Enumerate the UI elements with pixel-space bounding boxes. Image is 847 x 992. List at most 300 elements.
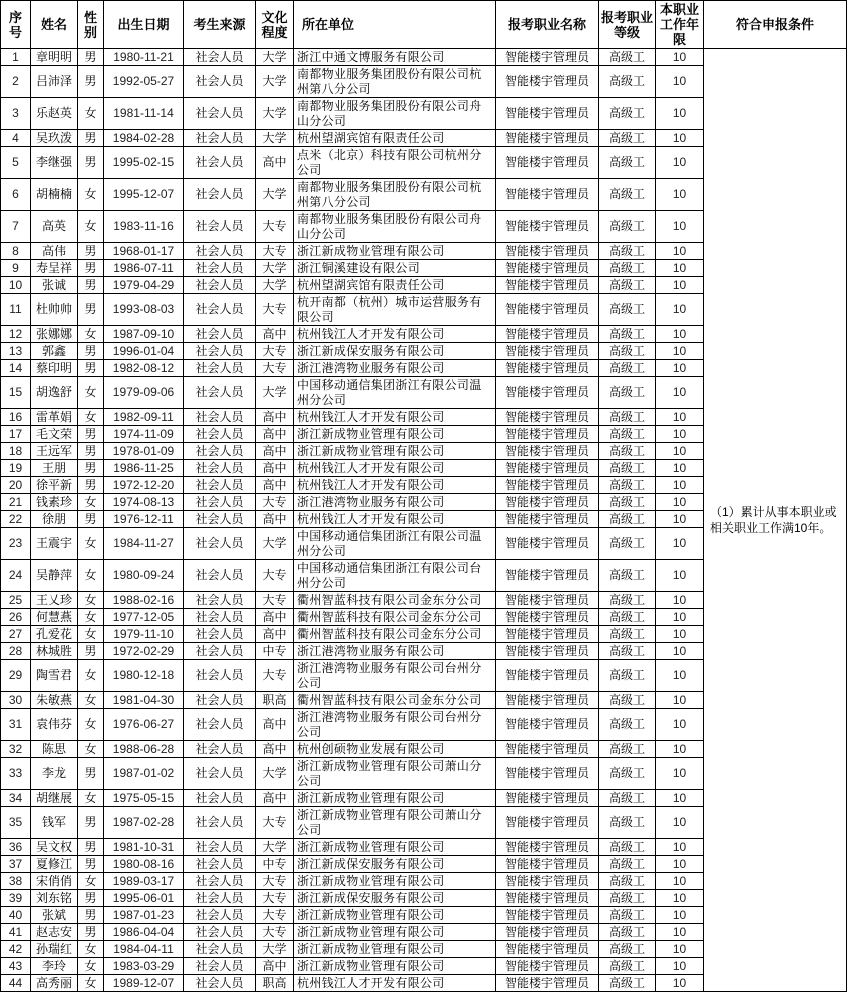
cell-employer: 浙江新成物业管理有限公司 (294, 426, 496, 443)
cell-employer: 衢州智蓝科技有限公司金东分公司 (294, 609, 496, 626)
cell-occupation: 智能楼宇管理员 (496, 626, 599, 643)
cell-education: 大专 (256, 660, 294, 692)
cell-name: 朱敏燕 (31, 692, 78, 709)
cell-birthdate: 1981-10-31 (104, 839, 184, 856)
cell-education: 中专 (256, 643, 294, 660)
cell-education: 职高 (256, 692, 294, 709)
cell-source: 社会人员 (184, 924, 256, 941)
cell-index: 2 (1, 66, 31, 98)
cell-education: 大学 (256, 66, 294, 98)
cell-index: 22 (1, 511, 31, 528)
cell-employer: 浙江中通文博服务有限公司 (294, 49, 496, 66)
cell-name: 徐平新 (31, 477, 78, 494)
cell-education: 高中 (256, 958, 294, 975)
cell-employer: 衢州智蓝科技有限公司金东分公司 (294, 692, 496, 709)
cell-sex: 女 (78, 958, 104, 975)
cell-employer: 浙江新成物业管理有限公司 (294, 243, 496, 260)
cell-sex: 男 (78, 643, 104, 660)
cell-occupation: 智能楼宇管理员 (496, 958, 599, 975)
cell-index: 11 (1, 294, 31, 326)
cell-years: 10 (656, 839, 704, 856)
cell-name: 何慧燕 (31, 609, 78, 626)
cell-education: 大学 (256, 98, 294, 130)
cell-years: 10 (656, 741, 704, 758)
cell-employer: 浙江新成物业管理有限公司 (294, 907, 496, 924)
cell-occupation: 智能楼宇管理员 (496, 130, 599, 147)
cell-sex: 女 (78, 692, 104, 709)
cell-sex: 男 (78, 147, 104, 179)
cell-birthdate: 1976-12-11 (104, 511, 184, 528)
cell-occupation: 智能楼宇管理员 (496, 741, 599, 758)
cell-sex: 男 (78, 924, 104, 941)
cell-level: 高级工 (599, 494, 656, 511)
cell-employer: 浙江新成物业管理有限公司 (294, 924, 496, 941)
cell-years: 10 (656, 409, 704, 426)
cell-occupation: 智能楼宇管理员 (496, 560, 599, 592)
cell-occupation: 智能楼宇管理员 (496, 494, 599, 511)
cell-occupation: 智能楼宇管理员 (496, 807, 599, 839)
cell-level: 高级工 (599, 243, 656, 260)
cell-years: 10 (656, 560, 704, 592)
cell-education: 大专 (256, 560, 294, 592)
header-condition: 符合申报条件 (704, 1, 847, 49)
cell-birthdate: 1981-04-30 (104, 692, 184, 709)
cell-name: 徐朋 (31, 511, 78, 528)
cell-level: 高级工 (599, 179, 656, 211)
cell-birthdate: 1987-01-23 (104, 907, 184, 924)
cell-source: 社会人员 (184, 958, 256, 975)
cell-level: 高级工 (599, 907, 656, 924)
cell-level: 高级工 (599, 98, 656, 130)
cell-years: 10 (656, 975, 704, 992)
cell-source: 社会人员 (184, 528, 256, 560)
cell-years: 10 (656, 460, 704, 477)
cell-index: 13 (1, 343, 31, 360)
cell-occupation: 智能楼宇管理员 (496, 528, 599, 560)
cell-level: 高级工 (599, 873, 656, 890)
cell-birthdate: 1984-02-28 (104, 130, 184, 147)
cell-employer: 浙江港湾物业服务有限公司 (294, 494, 496, 511)
cell-employer: 杭州创硕物业发展有限公司 (294, 741, 496, 758)
cell-level: 高级工 (599, 66, 656, 98)
header-years: 本职业工作年限 (656, 1, 704, 49)
cell-source: 社会人员 (184, 560, 256, 592)
cell-birthdate: 1979-04-29 (104, 277, 184, 294)
cell-level: 高级工 (599, 326, 656, 343)
cell-level: 高级工 (599, 443, 656, 460)
cell-source: 社会人员 (184, 294, 256, 326)
cell-level: 高级工 (599, 807, 656, 839)
cell-source: 社会人员 (184, 790, 256, 807)
cell-education: 大学 (256, 377, 294, 409)
cell-years: 10 (656, 477, 704, 494)
cell-birthdate: 1980-11-21 (104, 49, 184, 66)
cell-years: 10 (656, 958, 704, 975)
cell-employer: 浙江港湾物业服务有限公司台州分公司 (294, 660, 496, 692)
cell-source: 社会人员 (184, 460, 256, 477)
cell-employer: 浙江新成物业管理有限公司 (294, 790, 496, 807)
cell-years: 10 (656, 890, 704, 907)
cell-sex: 男 (78, 890, 104, 907)
cell-education: 大学 (256, 758, 294, 790)
cell-employer: 中国移动通信集团浙江有限公司温州分公司 (294, 377, 496, 409)
cell-name: 雷革娟 (31, 409, 78, 426)
cell-years: 10 (656, 528, 704, 560)
cell-name: 夏修江 (31, 856, 78, 873)
cell-name: 寿呈祥 (31, 260, 78, 277)
cell-education: 职高 (256, 975, 294, 992)
cell-occupation: 智能楼宇管理员 (496, 98, 599, 130)
cell-sex: 女 (78, 326, 104, 343)
cell-name: 高伟 (31, 243, 78, 260)
cell-source: 社会人员 (184, 477, 256, 494)
cell-employer: 浙江新成物业管理有限公司萧山分公司 (294, 807, 496, 839)
cell-sex: 女 (78, 179, 104, 211)
cell-occupation: 智能楼宇管理员 (496, 692, 599, 709)
cell-name: 胡继展 (31, 790, 78, 807)
cell-education: 大专 (256, 343, 294, 360)
cell-index: 18 (1, 443, 31, 460)
cell-occupation: 智能楼宇管理员 (496, 343, 599, 360)
cell-sex: 女 (78, 873, 104, 890)
cell-sex: 男 (78, 66, 104, 98)
cell-years: 10 (656, 343, 704, 360)
cell-employer: 浙江新成物业管理有限公司 (294, 443, 496, 460)
cell-education: 大学 (256, 130, 294, 147)
header-source: 考生来源 (184, 1, 256, 49)
cell-name: 高英 (31, 211, 78, 243)
cell-occupation: 智能楼宇管理员 (496, 211, 599, 243)
cell-birthdate: 1972-12-20 (104, 477, 184, 494)
cell-years: 10 (656, 592, 704, 609)
cell-source: 社会人员 (184, 511, 256, 528)
cell-occupation: 智能楼宇管理员 (496, 360, 599, 377)
cell-index: 14 (1, 360, 31, 377)
cell-level: 高级工 (599, 211, 656, 243)
cell-occupation: 智能楼宇管理员 (496, 941, 599, 958)
cell-occupation: 智能楼宇管理员 (496, 511, 599, 528)
cell-occupation: 智能楼宇管理员 (496, 758, 599, 790)
cell-birthdate: 1979-11-10 (104, 626, 184, 643)
cell-birthdate: 1988-02-16 (104, 592, 184, 609)
cell-source: 社会人员 (184, 211, 256, 243)
cell-employer: 杭州钱江人才开发有限公司 (294, 975, 496, 992)
cell-employer: 点米（北京）科技有限公司杭州分公司 (294, 147, 496, 179)
cell-sex: 男 (78, 277, 104, 294)
cell-level: 高级工 (599, 294, 656, 326)
header-index: 序号 (1, 1, 31, 49)
cell-source: 社会人员 (184, 609, 256, 626)
header-occupation: 报考职业名称 (496, 1, 599, 49)
cell-source: 社会人员 (184, 626, 256, 643)
cell-index: 17 (1, 426, 31, 443)
cell-level: 高级工 (599, 477, 656, 494)
cell-birthdate: 1972-02-29 (104, 643, 184, 660)
cell-name: 吴静萍 (31, 560, 78, 592)
cell-years: 10 (656, 426, 704, 443)
cell-sex: 男 (78, 260, 104, 277)
cell-occupation: 智能楼宇管理员 (496, 377, 599, 409)
cell-name: 陈思 (31, 741, 78, 758)
cell-sex: 男 (78, 443, 104, 460)
cell-sex: 男 (78, 907, 104, 924)
cell-employer: 杭州钱江人才开发有限公司 (294, 409, 496, 426)
cell-index: 26 (1, 609, 31, 626)
cell-index: 33 (1, 758, 31, 790)
cell-index: 40 (1, 907, 31, 924)
cell-level: 高级工 (599, 941, 656, 958)
cell-education: 高中 (256, 626, 294, 643)
cell-employer: 浙江新成保安服务有限公司 (294, 856, 496, 873)
cell-years: 10 (656, 790, 704, 807)
cell-source: 社会人员 (184, 130, 256, 147)
cell-birthdate: 1995-02-15 (104, 147, 184, 179)
cell-years: 10 (656, 294, 704, 326)
cell-source: 社会人员 (184, 758, 256, 790)
cell-sex: 女 (78, 409, 104, 426)
cell-sex: 女 (78, 528, 104, 560)
cell-source: 社会人员 (184, 147, 256, 179)
cell-birthdate: 1984-11-27 (104, 528, 184, 560)
cell-occupation: 智能楼宇管理员 (496, 592, 599, 609)
cell-education: 高中 (256, 609, 294, 626)
cell-birthdate: 1979-09-06 (104, 377, 184, 409)
cell-employer: 浙江铜溪建设有限公司 (294, 260, 496, 277)
cell-level: 高级工 (599, 560, 656, 592)
cell-occupation: 智能楼宇管理员 (496, 477, 599, 494)
cell-index: 24 (1, 560, 31, 592)
cell-employer: 浙江港湾物业服务有限公司 (294, 643, 496, 660)
cell-occupation: 智能楼宇管理员 (496, 839, 599, 856)
cell-level: 高级工 (599, 741, 656, 758)
cell-education: 高中 (256, 709, 294, 741)
cell-index: 43 (1, 958, 31, 975)
cell-level: 高级工 (599, 924, 656, 941)
cell-name: 蔡印明 (31, 360, 78, 377)
cell-name: 乐赵英 (31, 98, 78, 130)
cell-index: 8 (1, 243, 31, 260)
cell-level: 高级工 (599, 626, 656, 643)
cell-name: 李龙 (31, 758, 78, 790)
table-body (1, 49, 847, 992)
cell-education: 大专 (256, 807, 294, 839)
cell-level: 高级工 (599, 790, 656, 807)
cell-employer: 浙江新成保安服务有限公司 (294, 890, 496, 907)
cell-level: 高级工 (599, 660, 656, 692)
cell-sex: 男 (78, 243, 104, 260)
cell-index: 21 (1, 494, 31, 511)
cell-sex: 男 (78, 460, 104, 477)
cell-occupation: 智能楼宇管理员 (496, 326, 599, 343)
cell-level: 高级工 (599, 592, 656, 609)
cell-level: 高级工 (599, 277, 656, 294)
cell-index: 35 (1, 807, 31, 839)
cell-sex: 男 (78, 758, 104, 790)
header-level: 报考职业等级 (599, 1, 656, 49)
cell-source: 社会人员 (184, 243, 256, 260)
cell-name: 林城胜 (31, 643, 78, 660)
cell-sex: 男 (78, 343, 104, 360)
cell-employer: 浙江新成保安服务有限公司 (294, 343, 496, 360)
cell-years: 10 (656, 66, 704, 98)
cell-index: 44 (1, 975, 31, 992)
cell-sex: 女 (78, 211, 104, 243)
cell-source: 社会人员 (184, 907, 256, 924)
cell-source: 社会人员 (184, 643, 256, 660)
cell-education: 大专 (256, 873, 294, 890)
cell-index: 29 (1, 660, 31, 692)
cell-employer: 浙江港湾物业服务有限公司台州分公司 (294, 709, 496, 741)
cell-source: 社会人员 (184, 360, 256, 377)
cell-sex: 男 (78, 839, 104, 856)
cell-level: 高级工 (599, 758, 656, 790)
cell-source: 社会人员 (184, 49, 256, 66)
cell-name: 赵志安 (31, 924, 78, 941)
cell-employer: 杭州钱江人才开发有限公司 (294, 477, 496, 494)
cell-index: 37 (1, 856, 31, 873)
cell-employer: 中国移动通信集团浙江有限公司温州分公司 (294, 528, 496, 560)
cell-name: 王朋 (31, 460, 78, 477)
cell-source: 社会人员 (184, 890, 256, 907)
cell-source: 社会人员 (184, 975, 256, 992)
cell-sex: 女 (78, 975, 104, 992)
cell-level: 高级工 (599, 890, 656, 907)
cell-education: 大专 (256, 890, 294, 907)
cell-index: 9 (1, 260, 31, 277)
cell-index: 15 (1, 377, 31, 409)
cell-education: 大学 (256, 528, 294, 560)
cell-level: 高级工 (599, 609, 656, 626)
cell-sex: 女 (78, 741, 104, 758)
cell-source: 社会人员 (184, 692, 256, 709)
cell-education: 高中 (256, 443, 294, 460)
cell-name: 王震宇 (31, 528, 78, 560)
cell-source: 社会人员 (184, 709, 256, 741)
cell-name: 高秀丽 (31, 975, 78, 992)
cell-index: 6 (1, 179, 31, 211)
cell-birthdate: 1982-09-11 (104, 409, 184, 426)
cell-source: 社会人员 (184, 941, 256, 958)
cell-source: 社会人员 (184, 409, 256, 426)
cell-birthdate: 1980-09-24 (104, 560, 184, 592)
cell-occupation: 智能楼宇管理员 (496, 426, 599, 443)
cell-level: 高级工 (599, 360, 656, 377)
cell-index: 34 (1, 790, 31, 807)
cell-birthdate: 1993-08-03 (104, 294, 184, 326)
cell-name: 张诚 (31, 277, 78, 294)
cell-condition: （1）累计从事本职业或相关职业工作满10年。 (704, 49, 847, 992)
cell-birthdate: 1968-01-17 (104, 243, 184, 260)
cell-name: 吴玖泼 (31, 130, 78, 147)
cell-sex: 女 (78, 709, 104, 741)
cell-education: 大学 (256, 260, 294, 277)
table-row (1, 49, 847, 66)
cell-years: 10 (656, 609, 704, 626)
cell-education: 大学 (256, 179, 294, 211)
cell-employer: 南都物业服务集团股份有限公司舟山分公司 (294, 211, 496, 243)
cell-birthdate: 1984-04-11 (104, 941, 184, 958)
cell-index: 7 (1, 211, 31, 243)
cell-index: 16 (1, 409, 31, 426)
cell-level: 高级工 (599, 975, 656, 992)
cell-index: 4 (1, 130, 31, 147)
cell-level: 高级工 (599, 511, 656, 528)
cell-years: 10 (656, 758, 704, 790)
cell-sex: 女 (78, 941, 104, 958)
cell-employer: 杭开南都（杭州）城市运营服务有限公司 (294, 294, 496, 326)
cell-occupation: 智能楼宇管理员 (496, 179, 599, 211)
cell-level: 高级工 (599, 528, 656, 560)
cell-years: 10 (656, 807, 704, 839)
cell-education: 高中 (256, 147, 294, 179)
cell-index: 31 (1, 709, 31, 741)
cell-education: 大学 (256, 941, 294, 958)
cell-occupation: 智能楼宇管理员 (496, 660, 599, 692)
cell-level: 高级工 (599, 260, 656, 277)
cell-index: 3 (1, 98, 31, 130)
cell-employer: 衢州智蓝科技有限公司金东分公司 (294, 626, 496, 643)
cell-occupation: 智能楼宇管理员 (496, 856, 599, 873)
cell-education: 大专 (256, 243, 294, 260)
cell-source: 社会人员 (184, 326, 256, 343)
cell-employer: 浙江新成物业管理有限公司萧山分公司 (294, 758, 496, 790)
header-birthdate: 出生日期 (104, 1, 184, 49)
cell-occupation: 智能楼宇管理员 (496, 790, 599, 807)
cell-name: 张斌 (31, 907, 78, 924)
cell-sex: 男 (78, 477, 104, 494)
cell-years: 10 (656, 873, 704, 890)
cell-employer: 南都物业服务集团股份有限公司杭州第八分公司 (294, 179, 496, 211)
cell-occupation: 智能楼宇管理员 (496, 890, 599, 907)
cell-employer: 南都物业服务集团股份有限公司舟山分公司 (294, 98, 496, 130)
cell-source: 社会人员 (184, 277, 256, 294)
cell-birthdate: 1995-12-07 (104, 179, 184, 211)
cell-years: 10 (656, 211, 704, 243)
cell-birthdate: 1980-12-18 (104, 660, 184, 692)
cell-name: 张娜娜 (31, 326, 78, 343)
cell-years: 10 (656, 377, 704, 409)
cell-source: 社会人员 (184, 494, 256, 511)
cell-source: 社会人员 (184, 873, 256, 890)
cell-birthdate: 1983-03-29 (104, 958, 184, 975)
cell-source: 社会人员 (184, 741, 256, 758)
cell-education: 中专 (256, 856, 294, 873)
cell-education: 高中 (256, 409, 294, 426)
cell-sex: 男 (78, 807, 104, 839)
cell-name: 宋俏俏 (31, 873, 78, 890)
cell-birthdate: 1986-07-11 (104, 260, 184, 277)
cell-index: 38 (1, 873, 31, 890)
cell-sex: 女 (78, 609, 104, 626)
cell-index: 12 (1, 326, 31, 343)
header-row (1, 1, 847, 49)
cell-birthdate: 1989-12-07 (104, 975, 184, 992)
cell-years: 10 (656, 130, 704, 147)
cell-years: 10 (656, 643, 704, 660)
cell-index: 10 (1, 277, 31, 294)
cell-occupation: 智能楼宇管理员 (496, 260, 599, 277)
cell-source: 社会人员 (184, 260, 256, 277)
cell-employer: 中国移动通信集团浙江有限公司台州分公司 (294, 560, 496, 592)
cell-level: 高级工 (599, 426, 656, 443)
cell-name: 章明明 (31, 49, 78, 66)
header-name: 姓名 (31, 1, 78, 49)
header-sex: 性别 (78, 1, 104, 49)
cell-sex: 女 (78, 790, 104, 807)
cell-employer: 浙江新成物业管理有限公司 (294, 839, 496, 856)
cell-sex: 男 (78, 511, 104, 528)
cell-birthdate: 1992-05-27 (104, 66, 184, 98)
